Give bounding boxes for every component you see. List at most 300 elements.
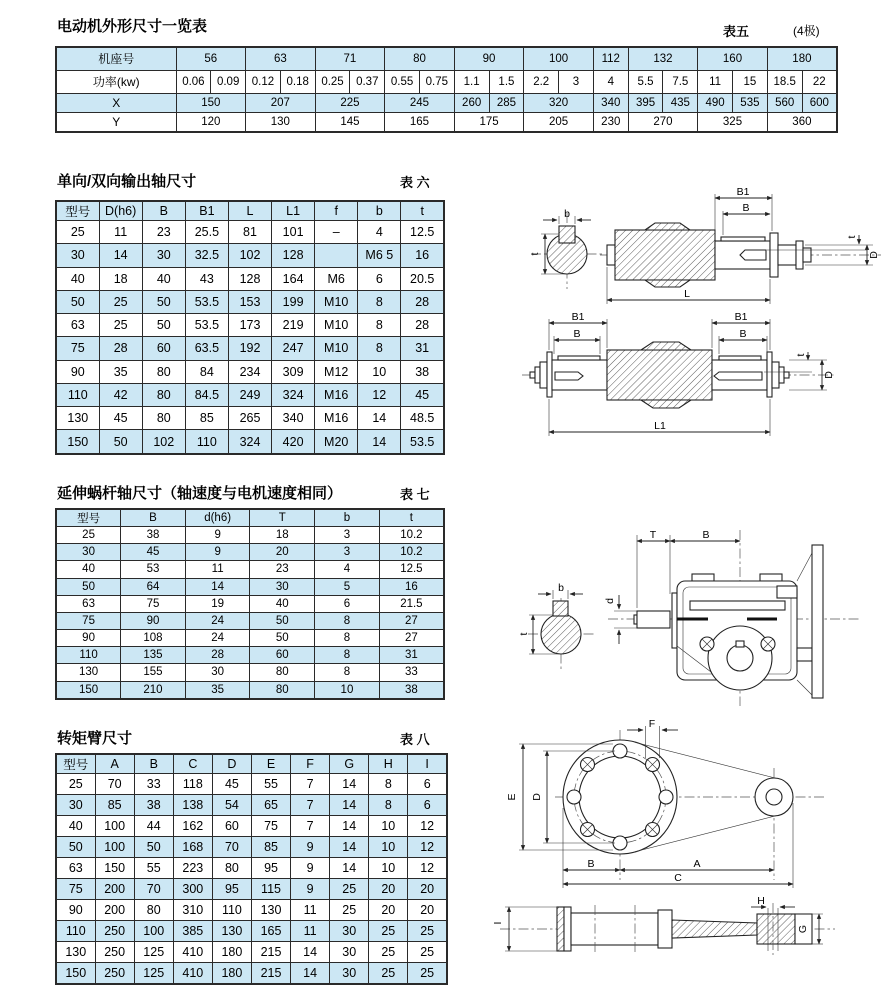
table-row: [56, 941, 447, 962]
cell: M20: [315, 430, 358, 454]
cell: 30: [330, 941, 369, 962]
cell: 43: [185, 267, 228, 290]
table-row: [56, 630, 444, 647]
cell: 130: [56, 407, 99, 430]
cell: 23: [142, 221, 185, 244]
cell: 200: [95, 899, 134, 920]
cell: 150: [95, 857, 134, 878]
cell: 80: [142, 407, 185, 430]
cell: 85: [185, 407, 228, 430]
cell: 90: [56, 899, 95, 920]
dim-label-b: b: [564, 208, 570, 220]
cell: 80: [385, 47, 455, 70]
cell: 14: [330, 774, 369, 795]
cell: 150: [56, 962, 95, 984]
cell: 309: [272, 360, 315, 383]
column-header: B: [121, 509, 186, 527]
cell: 205: [524, 112, 594, 132]
cell: 75: [121, 595, 186, 612]
cell: 23: [250, 561, 315, 578]
cell: 165: [385, 112, 455, 132]
cell: 33: [134, 774, 173, 795]
cell: 14: [358, 407, 401, 430]
cell: 14: [330, 815, 369, 836]
cell: 245: [385, 93, 455, 112]
cell: 5: [315, 578, 380, 595]
cell: 35: [99, 360, 142, 383]
cell: 153: [228, 290, 271, 313]
cell: 25: [56, 774, 95, 795]
worm-shaft-drawing: [520, 498, 870, 716]
dim-label-I: I: [492, 921, 504, 925]
cell: 0.18: [280, 70, 315, 93]
cell: 70: [212, 836, 251, 857]
cell: 310: [173, 899, 212, 920]
cell: 5.5: [628, 70, 663, 93]
row-header: 机座号: [56, 47, 176, 70]
cell: 130: [56, 664, 121, 681]
column-header: t: [401, 201, 444, 221]
cell: 33: [379, 664, 444, 681]
table-row: [56, 544, 444, 561]
cell: 12: [408, 857, 447, 878]
cell: 30: [142, 244, 185, 267]
cell: 14: [99, 244, 142, 267]
cell: 0.75: [419, 70, 454, 93]
cell: 28: [401, 290, 444, 313]
cell: 27: [379, 612, 444, 629]
cell: 215: [251, 962, 290, 984]
cell: 8: [369, 794, 408, 815]
cell: 3: [315, 527, 380, 544]
cell: 31: [379, 647, 444, 664]
table-row: [56, 920, 447, 941]
table-row: [56, 878, 447, 899]
dim-label-t: t: [795, 353, 807, 357]
cell: 25.5: [185, 221, 228, 244]
table-row: [56, 47, 837, 70]
cell: 14: [358, 430, 401, 454]
cell: 1.1: [454, 70, 489, 93]
cell: 125: [134, 962, 173, 984]
table8-title: 转矩臂尺寸: [57, 730, 133, 747]
cell: 180: [767, 47, 837, 70]
dim-label-t: t: [529, 252, 541, 256]
cell: 25: [56, 527, 121, 544]
table-row: [56, 774, 447, 795]
column-header: L: [228, 201, 271, 221]
cell: 8: [315, 612, 380, 629]
cell: 20: [369, 878, 408, 899]
cell: 25: [408, 941, 447, 962]
cell: 225: [315, 93, 385, 112]
cell: 101: [272, 221, 315, 244]
dim-label-H: H: [757, 895, 765, 907]
cell: 9: [185, 527, 250, 544]
cell: 55: [251, 774, 290, 795]
cell: 60: [142, 337, 185, 360]
cell: 4: [593, 70, 628, 93]
cell: 7: [291, 815, 330, 836]
cell: 325: [698, 112, 768, 132]
cell: 20: [408, 878, 447, 899]
cell: 128: [272, 244, 315, 267]
cell: 150: [176, 93, 246, 112]
cell: 18.5: [767, 70, 802, 93]
cell: 60: [250, 647, 315, 664]
cell: 125: [134, 941, 173, 962]
table-row: [56, 407, 444, 430]
column-header: t: [379, 509, 444, 527]
cell: 80: [212, 857, 251, 878]
cell: 115: [251, 878, 290, 899]
torque-arm-table: [55, 753, 448, 985]
torque-arm-side-drawing: [492, 893, 840, 968]
cell: 25: [369, 920, 408, 941]
cell: 75: [56, 878, 95, 899]
dim-label-G: G: [797, 924, 809, 934]
cell: 150: [56, 681, 121, 699]
cell: 50: [134, 836, 173, 857]
cell: 249: [228, 383, 271, 406]
dim-label-L1: L1: [654, 420, 666, 432]
cell: 25: [408, 962, 447, 984]
cell: –: [315, 221, 358, 244]
table-row: [56, 221, 444, 244]
cell: 42: [99, 383, 142, 406]
cell: 207: [246, 93, 316, 112]
cell: 32.5: [185, 244, 228, 267]
cell: 30: [330, 920, 369, 941]
cell: 63: [56, 314, 99, 337]
table-row: [56, 612, 444, 629]
cell: 168: [173, 836, 212, 857]
cell: 420: [272, 430, 315, 454]
cell: 35: [185, 681, 250, 699]
cell: 7: [291, 794, 330, 815]
cell: 324: [272, 383, 315, 406]
cell: 28: [401, 314, 444, 337]
cell: 53: [121, 561, 186, 578]
cell: 6: [358, 267, 401, 290]
cell: 24: [185, 630, 250, 647]
dim-label-C: C: [674, 872, 682, 884]
cell: 300: [173, 878, 212, 899]
cell: 6: [408, 774, 447, 795]
cell: 135: [121, 647, 186, 664]
torque-arm-front-drawing: [495, 718, 890, 892]
cell: 45: [401, 383, 444, 406]
cell: 8: [315, 664, 380, 681]
cell: 3: [559, 70, 594, 93]
cell: 12: [408, 836, 447, 857]
table-row: [56, 595, 444, 612]
cell: 173: [228, 314, 271, 337]
cell: 75: [251, 815, 290, 836]
table-row: [56, 527, 444, 544]
cell: 80: [250, 681, 315, 699]
cell: 128: [228, 267, 271, 290]
table-row: [56, 647, 444, 664]
cell: 1.5: [489, 70, 524, 93]
column-header: G: [330, 754, 369, 774]
column-header: f: [315, 201, 358, 221]
cell: 234: [228, 360, 271, 383]
cell: 8: [358, 314, 401, 337]
cell: 395: [628, 93, 663, 112]
cell: 102: [142, 430, 185, 454]
cell: 25: [56, 221, 99, 244]
table6-title: 单向/双向输出轴尺寸: [57, 173, 197, 190]
cell: 215: [251, 941, 290, 962]
cell: 81: [228, 221, 271, 244]
cell: 11: [185, 561, 250, 578]
table-row: [56, 430, 444, 454]
cell: 435: [663, 93, 698, 112]
cell: 162: [173, 815, 212, 836]
cell: 30: [56, 244, 99, 267]
cell: 65: [251, 794, 290, 815]
cell: 80: [134, 899, 173, 920]
cell: 63: [246, 47, 316, 70]
cell: 30: [250, 578, 315, 595]
cell: 0.12: [246, 70, 281, 93]
cell: 24: [185, 612, 250, 629]
cell: 600: [802, 93, 837, 112]
dim-label-b: b: [558, 582, 564, 594]
cell: 30: [56, 794, 95, 815]
column-header: D: [212, 754, 251, 774]
cell: 340: [272, 407, 315, 430]
cell: 40: [142, 267, 185, 290]
cell: 53.5: [185, 290, 228, 313]
cell: 320: [524, 93, 594, 112]
cell: 45: [212, 774, 251, 795]
cell: 28: [185, 647, 250, 664]
dim-label-F: F: [648, 718, 656, 730]
cell: 10: [315, 681, 380, 699]
column-header: b: [358, 201, 401, 221]
cell: 250: [95, 920, 134, 941]
cell: 85: [251, 836, 290, 857]
cell: 100: [134, 920, 173, 941]
row-header: X: [56, 93, 176, 112]
cell: 80: [142, 383, 185, 406]
cell: 130: [251, 899, 290, 920]
cell: 9: [291, 836, 330, 857]
cell: 20: [408, 899, 447, 920]
cell: 80: [142, 360, 185, 383]
cell: 63.5: [185, 337, 228, 360]
cell: 130: [212, 920, 251, 941]
column-header: F: [291, 754, 330, 774]
column-header: 型号: [56, 201, 99, 221]
header-row: [56, 201, 444, 221]
cell: 0.06: [176, 70, 211, 93]
row-header: Y: [56, 112, 176, 132]
cell: 31: [401, 337, 444, 360]
table7-tag: 表 七: [400, 487, 430, 502]
cell: 150: [56, 430, 99, 454]
dim-label-D: D: [823, 371, 835, 379]
dim-label-t2: t: [846, 235, 858, 239]
cell: 25: [330, 878, 369, 899]
cell: 50: [250, 612, 315, 629]
table-row: [56, 314, 444, 337]
cell: 25: [99, 290, 142, 313]
table-row: [56, 93, 837, 112]
cell: M10: [315, 314, 358, 337]
table-row: [56, 290, 444, 313]
cell: 53.5: [401, 430, 444, 454]
cell: 145: [315, 112, 385, 132]
column-header: D(h6): [99, 201, 142, 221]
cell: 14: [330, 836, 369, 857]
column-header: b: [315, 509, 380, 527]
output-shaft-table: [55, 200, 445, 455]
cell: 9: [291, 878, 330, 899]
cell: 10.2: [379, 527, 444, 544]
cell: 70: [95, 774, 134, 795]
cell: 63: [56, 595, 121, 612]
cell: 40: [56, 267, 99, 290]
dim-label-B: B: [587, 858, 595, 870]
table-row: [56, 899, 447, 920]
column-header: d(h6): [185, 509, 250, 527]
cell: M16: [315, 383, 358, 406]
dim-label-B1-left: B1: [571, 311, 585, 323]
cell: 95: [212, 878, 251, 899]
cell: 138: [173, 794, 212, 815]
cell: 64: [121, 578, 186, 595]
cell: 48.5: [401, 407, 444, 430]
cell: 25: [408, 920, 447, 941]
cell: 0.37: [350, 70, 385, 93]
table-row: [56, 337, 444, 360]
dim-label-T: T: [649, 529, 657, 541]
cell: 14: [330, 794, 369, 815]
column-header: 型号: [56, 509, 121, 527]
dim-label-D: D: [868, 251, 880, 259]
column-header: H: [369, 754, 408, 774]
cell: 40: [250, 595, 315, 612]
cell: 50: [250, 630, 315, 647]
cell: 250: [95, 962, 134, 984]
header-row: [56, 754, 447, 774]
table-row: [56, 383, 444, 406]
cell: 56: [176, 47, 246, 70]
dim-label-d: d: [604, 598, 616, 604]
cell: 50: [56, 836, 95, 857]
cell: M10: [315, 337, 358, 360]
dim-label-D: D: [531, 793, 543, 801]
cell: 20: [369, 899, 408, 920]
table-row: [56, 836, 447, 857]
cell: 80: [250, 664, 315, 681]
table-row: [56, 962, 447, 984]
dim-label-B1-right: B1: [734, 311, 748, 323]
cell: 90: [121, 612, 186, 629]
cell: 84.5: [185, 383, 228, 406]
cell: 10: [369, 857, 408, 878]
cell: 45: [121, 544, 186, 561]
dim-label-E: E: [506, 793, 518, 801]
cell: 50: [142, 290, 185, 313]
cell: 50: [56, 290, 99, 313]
cell: 38: [401, 360, 444, 383]
page-title: 电动机外形尺寸一览表: [57, 18, 208, 35]
table-row: [56, 267, 444, 290]
table5-tag: 表五: [723, 24, 750, 39]
cell: 12.5: [401, 221, 444, 244]
cell: 385: [173, 920, 212, 941]
cell: 45: [99, 407, 142, 430]
cell: 44: [134, 815, 173, 836]
cell: 2.2: [524, 70, 559, 93]
column-header: B1: [185, 201, 228, 221]
cell: 18: [250, 527, 315, 544]
cell: 10: [369, 836, 408, 857]
cell: 18: [99, 267, 142, 290]
cell: 8: [358, 290, 401, 313]
cell: 63: [56, 857, 95, 878]
cell: 285: [489, 93, 524, 112]
cell: 120: [176, 112, 246, 132]
cell: 102: [228, 244, 271, 267]
table-row: [56, 360, 444, 383]
cell: 160: [698, 47, 768, 70]
cell: 30: [330, 962, 369, 984]
worm-shaft-table: [55, 508, 445, 700]
cell: 38: [134, 794, 173, 815]
cell: 11: [291, 899, 330, 920]
cell: 16: [401, 244, 444, 267]
cell: 8: [369, 774, 408, 795]
cell: 100: [524, 47, 594, 70]
table-row: [56, 561, 444, 578]
cell: 199: [272, 290, 315, 313]
cell: 28: [99, 337, 142, 360]
cell: 260: [454, 93, 489, 112]
cell: 95: [251, 857, 290, 878]
cell: 19: [185, 595, 250, 612]
cell: 21.5: [379, 595, 444, 612]
cell: 22: [802, 70, 837, 93]
cell: 15: [733, 70, 768, 93]
cell: 112: [593, 47, 628, 70]
cell: 180: [212, 941, 251, 962]
cell: 108: [121, 630, 186, 647]
cell: 340: [593, 93, 628, 112]
cell: 55: [134, 857, 173, 878]
cell: 0.09: [211, 70, 246, 93]
cell: 9: [291, 857, 330, 878]
cell: 4: [358, 221, 401, 244]
motor-dimensions-table: [55, 46, 838, 133]
cell: 75: [56, 337, 99, 360]
cell: 20.5: [401, 267, 444, 290]
cell: 54: [212, 794, 251, 815]
table6-tag: 表 六: [400, 175, 430, 190]
cell: 7: [291, 774, 330, 795]
column-header: C: [173, 754, 212, 774]
cell: 10: [369, 815, 408, 836]
double-output-shaft-drawing: [512, 300, 842, 448]
cell: 25: [369, 962, 408, 984]
dim-label-B: B: [742, 202, 750, 214]
cell: M16: [315, 407, 358, 430]
cell: 30: [56, 544, 121, 561]
